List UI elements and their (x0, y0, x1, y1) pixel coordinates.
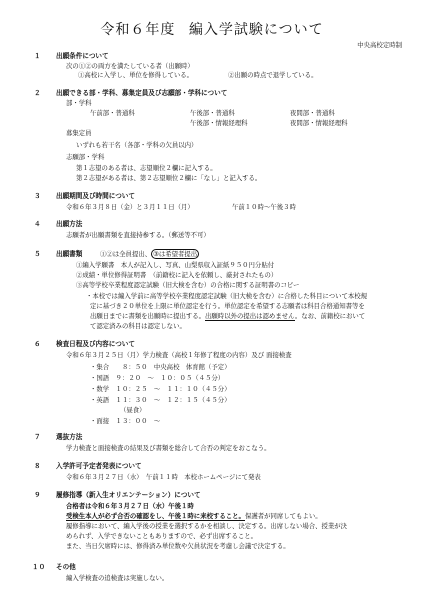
section-9-line-4: められず、入学できないこともありますので、必ず出席すること。 (66, 532, 258, 540)
section-5-note-3-pre: 出願日までに書類を出願時に提出する。 (90, 312, 206, 320)
section-5-required-note (100, 250, 199, 258)
section-1-number: １ (34, 52, 41, 60)
section-6-row-2: ・国語 ９：２０ ～ １０：０５（４５分） (90, 374, 225, 382)
section-6-row-1: ・集合 ８：５０ 中央高校 体育館（予定） (90, 363, 231, 371)
section-1-line-2b: ②出願の時点で退学している。 (228, 71, 318, 79)
section-2-dept-5: 夜間部・情報経理科 (290, 119, 348, 127)
section-2-dept-label: 部・学科 (66, 99, 92, 107)
section-7-heading: 選抜方法 (56, 433, 83, 441)
section-5-note-1: ・本校では編入学前に高等学校卒業程度認定試験（旧大検を含む）に合格した科目について本校規 (86, 292, 368, 300)
section-5-doc-2: ②成績・単位修得証明書 （前籍校に記入を依頼し、厳封されたもの） (76, 271, 278, 279)
section-7-number: ７ (34, 433, 41, 441)
section-10-number: １０ (32, 563, 46, 571)
section-6-heading: 検査日程及び内容について (56, 340, 135, 348)
section-2-choice-1: 第１志望のある者は、志望順位２欄に記入する。 (76, 164, 217, 172)
section-4-heading: 出願方法 (56, 220, 83, 228)
section-5-doc-3: ③高等学校卒業程度認定試験（旧大検を含む）の合格に関する証明書のコピー (76, 281, 300, 289)
section-1-line-1: 次の①②の両方を満たしている者（出願時） (66, 62, 194, 70)
section-2-dept-4: 午後部・情報経理科 (190, 119, 248, 127)
section-6-row-5: （昼食） (120, 406, 146, 414)
section-5-note-4: て認定済みの科目は認定しない。 (90, 322, 186, 330)
section-3-heading: 出願期間及び時間について (56, 192, 135, 200)
section-6-number: ６ (34, 340, 41, 348)
section-1-heading: 出願条件について (56, 52, 109, 60)
section-6-date: 令和６年３月２５日（月）学力検査（高校１年修了程度の内容）及び 面接検査 (66, 351, 292, 359)
title-main: 編入学試験について (188, 22, 324, 38)
section-5-number: ５ (34, 250, 41, 258)
section-9-line-5: また、当日欠席時には、修得済み単位数や欠員状況を考慮し会議で決定する。 (66, 542, 290, 550)
section-5-doc-1: ①編入学願書 本人が記入し、写真、山梨県収入証紙９５０円分貼付 (76, 261, 275, 269)
page-title (0, 19, 424, 39)
section-3-number: ３ (34, 192, 41, 200)
section-10-heading: その他 (56, 563, 76, 571)
section-9-heading: 履修指導（新入生オリエンテーション）について (56, 491, 201, 499)
title-year: 令和６年度 (100, 22, 176, 38)
section-2-heading: 出願できる部・学科、募集定員及び志願部・学科について (56, 89, 228, 97)
section-9-number: ９ (34, 491, 41, 499)
section-2-choice-2: 第２志望がある者は、第２志望順位２欄に「なし」と記入する。 (76, 174, 262, 182)
section-6-row-3: ・数学 １０：２５ ～ １１：１０（４５分） (90, 385, 231, 393)
section-7-text: 学力検査と面接検査の結果及び書類を総合して合否の判定をおこなう。 (66, 444, 271, 452)
section-9-line-2 (66, 512, 322, 520)
section-5-note-3-underlined: 出願時以外の提出は認めません (205, 312, 295, 320)
section-5-heading: 出願書類 (56, 250, 83, 258)
section-1-line-2a: ①高校に入学し、単位を修得している。 (78, 71, 194, 79)
section-5-optional: ③は希望者提出 (153, 250, 198, 258)
section-6-row-4: ・英語 １１：３０ ～ １２：１５（４５分） (90, 396, 231, 404)
section-2-dept-2: 午後部・普通科 (190, 109, 235, 117)
section-2-choice-label: 志願部・学科 (66, 153, 105, 161)
section-5-note-2: 定に基づき２０単位を上限に単位認定を行う。単位認定を希望する志願者は科目合格通知書等を (90, 302, 365, 310)
section-9-line-2-normal: 保護者が同席してもよい。 (244, 512, 322, 520)
section-2-quota-text: いずれも若干名（各部・学科の欠員以内） (76, 141, 198, 149)
section-4-text: 志願者が出願書類を直接持参する。（郵送等不可） (66, 231, 210, 239)
section-8-heading: 入学許可予定者発表について (56, 462, 142, 470)
section-2-dept-1: 午前部・普通科 (90, 109, 135, 117)
section-8-text: 令和６年３月２７日（水） 午前１１時 本校ホームページにて発表 (66, 473, 261, 481)
org-name: 中央高校定時制 (357, 41, 402, 49)
section-8-number: ８ (34, 462, 41, 470)
section-2-quota-label: 募集定員 (66, 129, 92, 137)
section-5-required: ①②は全員提出、 (100, 250, 152, 258)
section-5-note-3-post: 。なお、前籍校において (294, 312, 366, 320)
section-9-line-1: 合格者は令和６年３月２７日（水）午後１時 (66, 502, 194, 510)
section-2-dept-3: 夜間部・普通科 (290, 109, 335, 117)
section-3-hours: 午前１０時～午後３時 (232, 203, 296, 211)
section-2-number: ２ (34, 89, 41, 97)
section-6-row-6: ・面接 １３：００ ～ (90, 417, 161, 425)
section-3-dates: 令和６年３月８日（金）と３月１１日（月） (66, 203, 194, 211)
section-9-line-3: 履修指導において、編入学後の授業を選択するかを相談し、決定する。出席しない場合、授業が決 (66, 522, 348, 530)
section-10-text: 編入学検査の追検査は実施しない。 (66, 574, 169, 582)
section-5-note-3 (90, 312, 365, 320)
section-9-line-2-bold: 受検生本人が必ず合否の確認をし、午後１時に来校すること。 (66, 512, 245, 520)
section-4-number: ４ (34, 220, 41, 228)
